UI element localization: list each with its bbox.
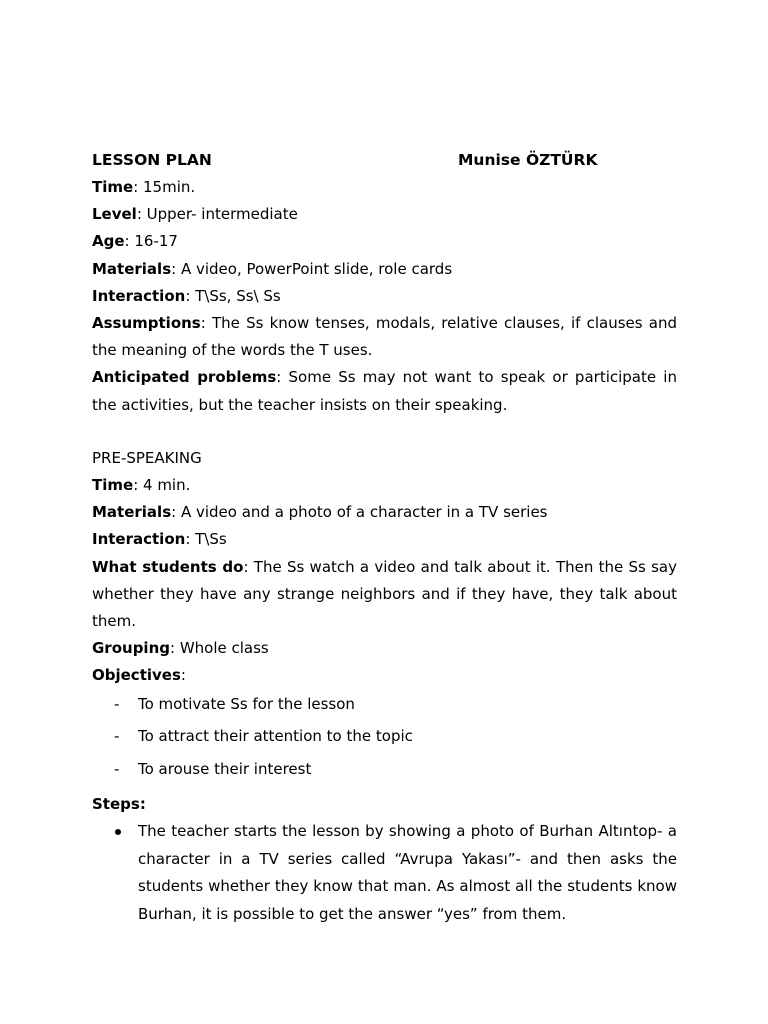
list-item [92, 694, 677, 714]
ps-time-value: : 4 min. [133, 476, 191, 495]
objective-text: To attract their attention to the topic [138, 727, 413, 746]
dash-marker: - [114, 694, 120, 713]
ps-materials-label: Materials [92, 503, 172, 522]
section-spacer [92, 419, 677, 445]
pre-speaking-heading: PRE-SPEAKING [92, 448, 202, 467]
ps-objectives-label: Objectives [92, 666, 181, 685]
document-header [92, 150, 677, 174]
document-page [92, 150, 677, 928]
interaction-row [92, 283, 677, 310]
dash-marker: - [114, 727, 120, 746]
objective-text: To motivate Ss for the lesson [138, 694, 355, 713]
steps-list [92, 818, 677, 928]
assumptions-value: : The Ss know tenses, modals, relative clauses, if clauses and the meaning of the words the T uses. [92, 314, 677, 360]
ps-objectives-colon: : [180, 666, 186, 685]
interaction-label: Interaction [92, 286, 186, 305]
ps-interaction-value: : T\Ss [185, 530, 227, 549]
ps-grouping-row [92, 635, 677, 662]
ps-students-label: What students do [92, 557, 244, 576]
bullet-icon [115, 829, 121, 835]
interaction-value: : T\Ss, Ss\ Ss [185, 286, 281, 305]
ps-grouping-value: : Whole class [170, 639, 269, 658]
age-value: : 16-17 [124, 232, 178, 251]
materials-label: Materials [92, 259, 172, 278]
objectives-list [92, 694, 677, 779]
time-value: : 15min. [133, 178, 196, 196]
dash-marker: - [114, 759, 120, 778]
document-title: LESSON PLAN [92, 151, 212, 169]
materials-value: : A video, PowerPoint slide, role cards [171, 259, 453, 278]
ps-students-row [92, 554, 677, 636]
step-text: The teacher starts the lesson by showing a photo of Burhan Altıntop- a character in a TV series called “Avrupa Yakası”- and then asks the students whether they know that man. As almost all the students know Burhan, it is possible to get the answer “yes” from them. [138, 822, 677, 923]
ps-time-row [92, 472, 677, 499]
level-row [92, 201, 677, 228]
ps-materials-row [92, 499, 677, 526]
assumptions-row [92, 310, 677, 364]
time-label: Time [92, 178, 134, 196]
ps-interaction-label: Interaction [92, 530, 186, 549]
problems-value: : Some Ss may not want to speak or participate in the activities, but the teacher insists on their speaking. [92, 368, 677, 414]
objective-text: To arouse their interest [138, 759, 312, 778]
list-item [92, 726, 677, 746]
problems-label: Anticipated problems [92, 368, 277, 387]
overview-section [92, 174, 677, 419]
author-name: Munise ÖZTÜRK [458, 151, 598, 169]
age-row [92, 228, 677, 255]
ps-objectives-row [92, 662, 677, 689]
time-row [92, 174, 677, 201]
problems-row [92, 364, 677, 418]
age-label: Age [92, 232, 125, 251]
steps-heading: Steps: [92, 795, 146, 814]
ps-grouping-label: Grouping [92, 639, 170, 658]
ps-time-label: Time [92, 476, 134, 495]
ps-materials-value: : A video and a photo of a character in a TV series [171, 503, 548, 522]
ps-interaction-row [92, 526, 677, 553]
list-item [92, 818, 677, 928]
level-value: : Upper- intermediate [136, 205, 298, 224]
level-label: Level [92, 205, 137, 224]
assumptions-label: Assumptions [92, 314, 201, 333]
pre-speaking-section [92, 445, 677, 929]
materials-row [92, 256, 677, 283]
list-item [92, 759, 677, 779]
ps-students-value: : The Ss watch a video and talk about it. Then the Ss say whether they have any strange neighbors and if they have, they talk about them. [92, 557, 677, 631]
